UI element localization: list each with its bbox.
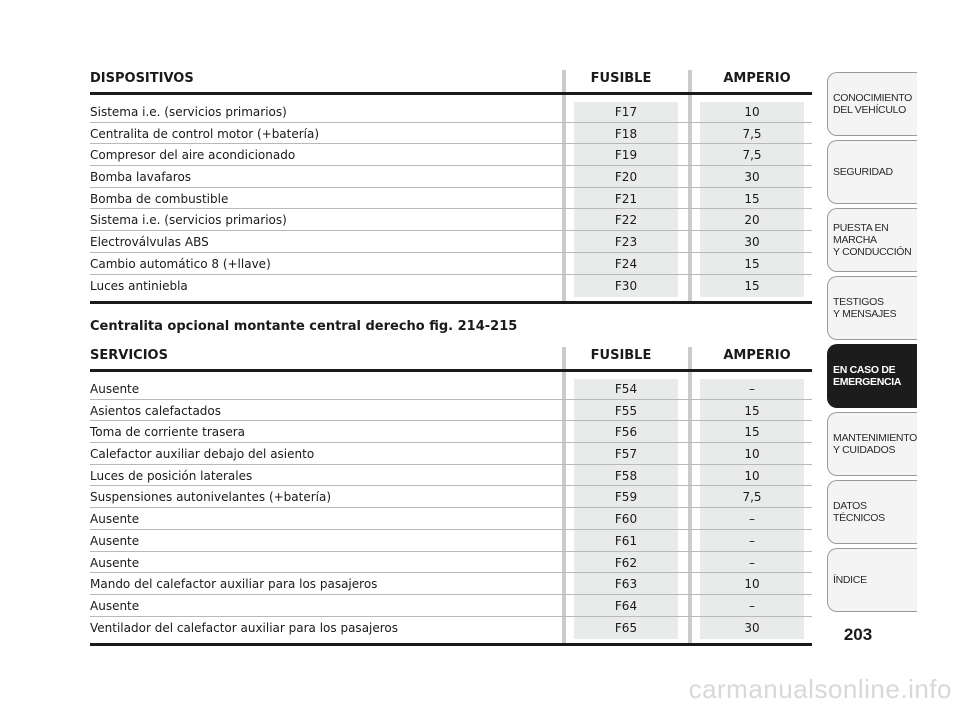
fuse-code: F22 bbox=[614, 213, 638, 228]
amperage: 15 bbox=[744, 256, 760, 271]
fuse-code: F64 bbox=[614, 598, 638, 613]
table-row bbox=[90, 275, 812, 296]
fuse-code: F59 bbox=[614, 490, 638, 505]
chapter-tab-label: SEGURIDAD bbox=[833, 166, 893, 178]
device-name: Calefactor auxiliar debajo del asiento bbox=[90, 447, 315, 462]
fuse-code: F20 bbox=[614, 170, 638, 185]
chapter-tab-label: EN CASO DE EMERGENCIA bbox=[833, 364, 902, 388]
fuse-code: F58 bbox=[614, 468, 638, 483]
fuse-code: F60 bbox=[614, 512, 638, 527]
amperage: 7,5 bbox=[742, 490, 762, 505]
fuse-code: F56 bbox=[614, 425, 638, 440]
amperage: 30 bbox=[744, 170, 760, 185]
device-name: Ventilador del calefactor auxiliar para los pasajeros bbox=[90, 620, 399, 635]
device-name: Cambio automático 8 (+llave) bbox=[90, 256, 271, 271]
chapter-tab-label: PUESTA EN MARCHA Y CONDUCCIÓN bbox=[833, 222, 912, 258]
chapter-tab[interactable] bbox=[827, 276, 917, 340]
column-divider bbox=[688, 70, 692, 92]
chapter-tab[interactable] bbox=[827, 140, 917, 204]
table-row bbox=[90, 617, 812, 638]
fuse-code: F21 bbox=[614, 191, 638, 206]
table-row bbox=[90, 530, 812, 552]
chapter-tab-label: ÍNDICE bbox=[833, 574, 867, 586]
table-header bbox=[90, 343, 812, 372]
amperage: 7,5 bbox=[742, 148, 762, 163]
amperage: 20 bbox=[744, 213, 760, 228]
header-amp: AMPERIO bbox=[723, 348, 791, 363]
table-header bbox=[90, 66, 812, 95]
page-number: 203 bbox=[843, 625, 873, 644]
table-row bbox=[90, 486, 812, 508]
watermark: carmanualsonline.info bbox=[688, 674, 952, 704]
header-fuse: FUSIBLE bbox=[590, 71, 652, 86]
device-name: Ausente bbox=[90, 598, 140, 613]
chapter-tab-label: DATOS TÉCNICOS bbox=[833, 500, 885, 524]
chapter-tab-label: TESTIGOS Y MENSAJES bbox=[833, 296, 897, 320]
column-divider bbox=[688, 347, 692, 369]
amperage: 10 bbox=[744, 577, 760, 592]
amperage: – bbox=[749, 555, 755, 570]
table-row bbox=[90, 378, 812, 400]
amperage: 30 bbox=[744, 620, 760, 635]
table-row bbox=[90, 595, 812, 617]
table-body bbox=[90, 372, 812, 646]
fuse-code: F23 bbox=[614, 235, 638, 250]
fuse-code: F30 bbox=[614, 278, 638, 293]
fuse-code: F65 bbox=[614, 620, 638, 635]
table-row bbox=[90, 144, 812, 166]
fuse-code: F18 bbox=[614, 126, 638, 141]
device-name: Asientos calefactados bbox=[90, 403, 222, 418]
device-name: Ausente bbox=[90, 533, 140, 548]
amperage: 10 bbox=[744, 468, 760, 483]
chapter-tab[interactable] bbox=[827, 208, 917, 272]
chapter-tab[interactable] bbox=[827, 72, 917, 136]
fuse-table-devices bbox=[90, 66, 812, 304]
chapter-tab-label: CONOCIMIENTO DEL VEHÍCULO bbox=[833, 92, 913, 116]
amperage: 7,5 bbox=[742, 126, 762, 141]
device-name: Bomba de combustible bbox=[90, 191, 229, 206]
table-row bbox=[90, 573, 812, 595]
device-name: Sistema i.e. (servicios primarios) bbox=[90, 213, 287, 228]
table-body bbox=[90, 95, 812, 304]
table-row bbox=[90, 166, 812, 188]
device-name: Bomba lavafaros bbox=[90, 170, 192, 185]
amperage: 30 bbox=[744, 235, 760, 250]
header-devices: DISPOSITIVOS bbox=[90, 71, 194, 86]
chapter-tab[interactable] bbox=[827, 548, 917, 612]
table-row bbox=[90, 443, 812, 465]
header-fuse: FUSIBLE bbox=[590, 348, 652, 363]
fuse-table-services bbox=[90, 343, 812, 646]
fuse-code: F63 bbox=[614, 577, 638, 592]
device-name: Luces de posición laterales bbox=[90, 468, 253, 483]
chapter-tab[interactable] bbox=[827, 344, 917, 408]
amperage: – bbox=[749, 382, 755, 396]
device-name: Toma de corriente trasera bbox=[90, 425, 246, 440]
device-name: Sistema i.e. (servicios primarios) bbox=[90, 105, 287, 119]
device-name: Suspensiones autonivelantes (+batería) bbox=[90, 490, 332, 505]
fuse-code: F24 bbox=[614, 256, 638, 271]
table-row bbox=[90, 508, 812, 530]
table-row bbox=[90, 231, 812, 253]
table-row bbox=[90, 253, 812, 275]
fuse-code: F19 bbox=[614, 148, 638, 163]
table-row bbox=[90, 188, 812, 210]
table-row bbox=[90, 101, 812, 123]
amperage: – bbox=[749, 533, 755, 548]
section-caption: Centralita opcional montante central derecho fig. 214-215 bbox=[90, 319, 518, 334]
device-name: Mando del calefactor auxiliar para los pasajeros bbox=[90, 577, 378, 592]
device-name: Centralita de control motor (+batería) bbox=[90, 126, 320, 141]
chapter-tabs bbox=[827, 72, 917, 616]
amperage: – bbox=[749, 598, 755, 613]
fuse-code: F55 bbox=[614, 403, 638, 418]
amperage: 15 bbox=[744, 425, 760, 440]
amperage: 10 bbox=[744, 105, 760, 119]
column-divider bbox=[562, 70, 566, 92]
header-amp: AMPERIO bbox=[723, 71, 791, 86]
chapter-tab-label: MANTENIMIENTO Y CUIDADOS bbox=[833, 432, 917, 456]
device-name: Ausente bbox=[90, 555, 140, 570]
fuse-code: F54 bbox=[614, 382, 638, 396]
fuse-code: F17 bbox=[614, 105, 638, 119]
table-row bbox=[90, 400, 812, 422]
fuse-code: F61 bbox=[614, 533, 638, 548]
chapter-tab[interactable] bbox=[827, 412, 917, 476]
table-row bbox=[90, 465, 812, 487]
table-row bbox=[90, 421, 812, 443]
device-name: Compresor del aire acondicionado bbox=[90, 148, 296, 163]
header-services: SERVICIOS bbox=[90, 348, 168, 363]
fuse-code: F57 bbox=[614, 447, 638, 462]
amperage: 15 bbox=[744, 278, 760, 293]
amperage: 10 bbox=[744, 447, 760, 462]
chapter-tab[interactable] bbox=[827, 480, 917, 544]
device-name: Ausente bbox=[90, 512, 140, 527]
column-divider bbox=[562, 347, 566, 369]
fuse-code: F62 bbox=[614, 555, 638, 570]
amperage: – bbox=[749, 512, 755, 527]
table-row bbox=[90, 209, 812, 231]
amperage: 15 bbox=[744, 403, 760, 418]
table-row bbox=[90, 552, 812, 574]
table-row bbox=[90, 123, 812, 145]
device-name: Electroválvulas ABS bbox=[90, 235, 209, 250]
amperage: 15 bbox=[744, 191, 760, 206]
device-name: Ausente bbox=[90, 382, 140, 396]
device-name: Luces antiniebla bbox=[90, 278, 188, 293]
